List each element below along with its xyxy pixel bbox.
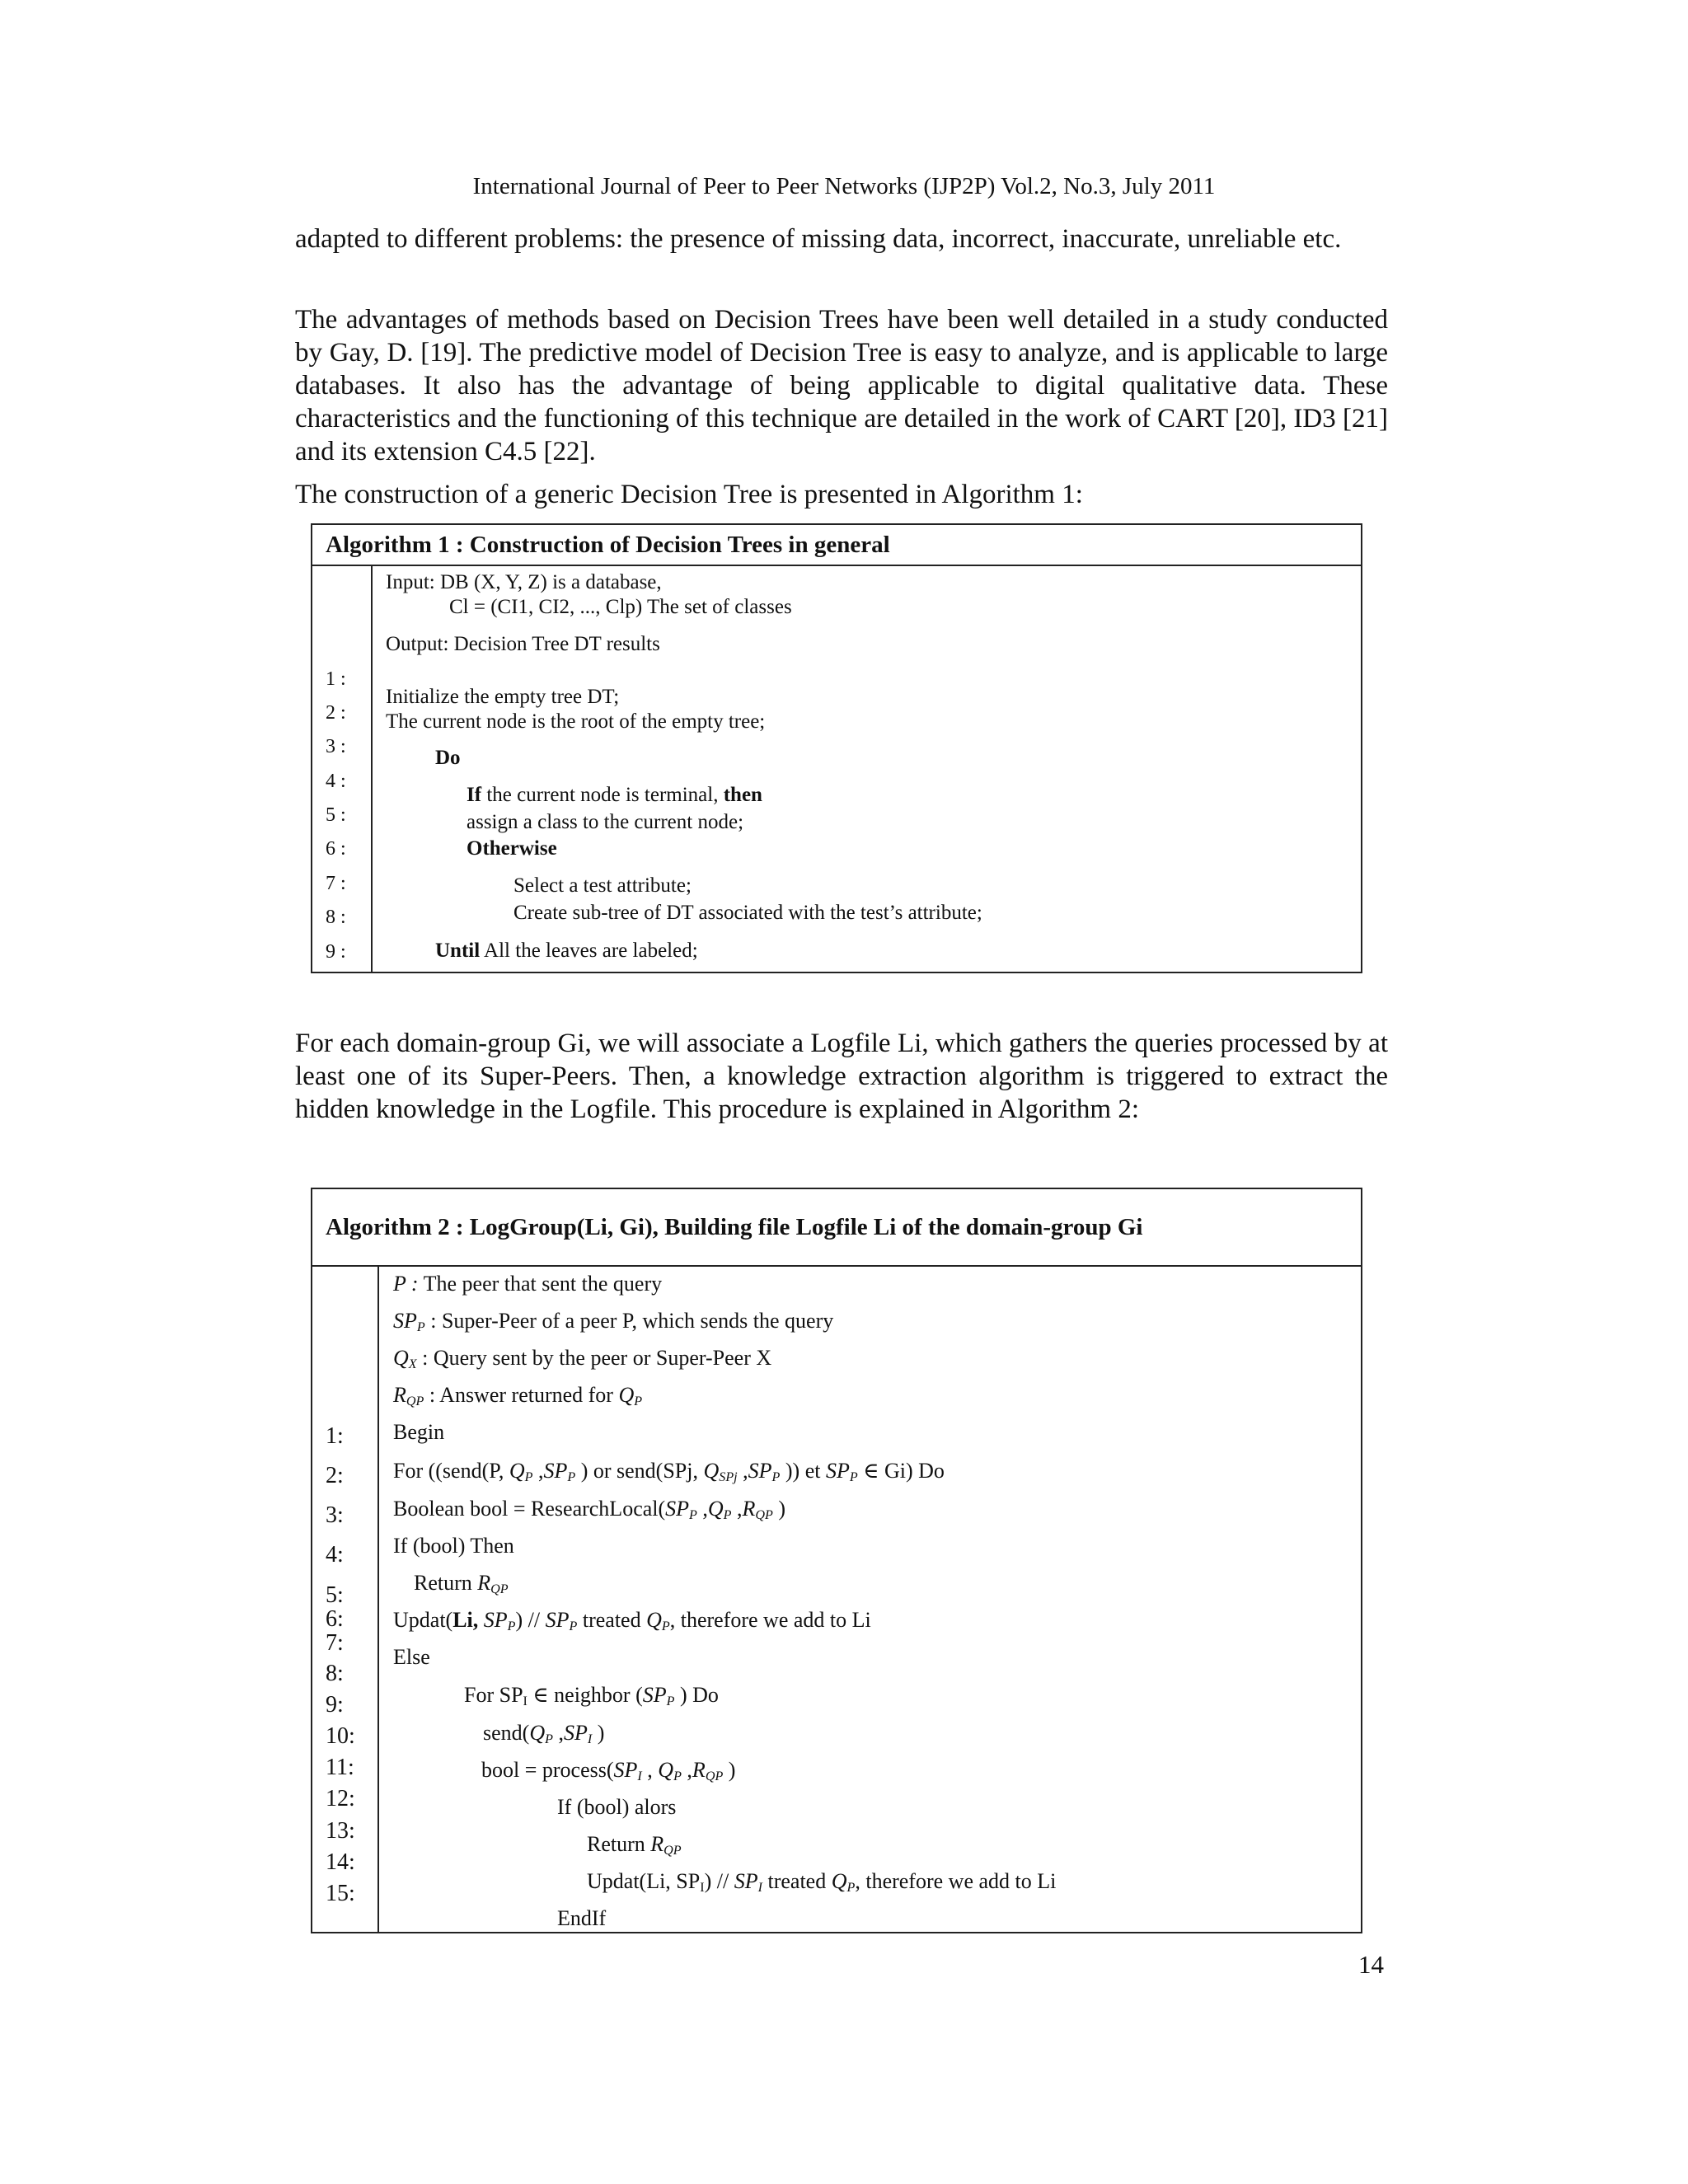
line-number: 6 : <box>326 838 346 860</box>
algorithm-2-box <box>311 1188 1362 1933</box>
line-number: 3: <box>326 1502 344 1528</box>
algorithm-1-body <box>312 566 1361 972</box>
line-number: 8 : <box>326 907 346 928</box>
line-number: 4 : <box>326 771 346 792</box>
algorithm-1-output: Output: Decision Tree DT results <box>386 633 660 655</box>
algorithm-1-create: Create sub-tree of DT associated with the test’s attribute; <box>513 902 982 924</box>
line-number: 14: <box>326 1849 355 1875</box>
step-else: Else <box>393 1645 430 1669</box>
line-number: 12: <box>326 1786 355 1811</box>
line-number: 7: <box>326 1630 344 1656</box>
algorithm-1-step-init: Initialize the empty tree DT; <box>386 686 620 708</box>
step-research-local: Boolean bool = $ResearchLocal(SP_P$ $,Q_P$ $,R_{QP}$ ) <box>393 1497 786 1523</box>
step-begin: Begin <box>393 1420 445 1444</box>
algorithm-1-step-root: The current node is the root of the empty tree; <box>386 710 766 733</box>
line-number: 6: <box>326 1606 344 1632</box>
line-number: 15: <box>326 1881 355 1906</box>
def-super-peer: $SP_P$ : Super-Peer of a peer P, which sends the query <box>393 1309 834 1335</box>
page-number: 14 <box>1358 1950 1384 1979</box>
step-send-neighbor: $send(Q_P$ $,SP_I$ ) <box>483 1721 605 1747</box>
line-number: 13: <box>326 1818 355 1844</box>
step-updat-neighbor: Updat(Li, $SP_I) // SP_I$ treated $Q_P$, therefore we add to Li <box>587 1869 1057 1896</box>
step-for-send: For ((send(P, $Q_P$ $,SP_P$ ) or send(SPj, $Q_{SPj}$ $,SP_P$ )) et $SP_P$ ∈ Gi) Do <box>393 1459 945 1485</box>
algorithm-1-assign: assign a class to the current node; <box>467 811 744 833</box>
algorithm-1-input: Input: DB (X, Y, Z) is a database, <box>386 571 662 593</box>
paragraph-3: The construction of a generic Decision Tree is presented in Algorithm 1: <box>295 480 1083 509</box>
algorithm-1-column-divider <box>371 566 373 972</box>
step-process: bool = $process(SP_I$ , $Q_P$ $,R_{QP}$ ) <box>481 1758 736 1784</box>
step-if-bool-then: If (bool) Then <box>393 1534 514 1558</box>
algorithm-1-do: Do <box>435 747 461 769</box>
line-number: 1: <box>326 1423 344 1449</box>
line-number: 4: <box>326 1542 344 1568</box>
line-number: 1 : <box>326 668 346 690</box>
line-number: 7 : <box>326 873 346 894</box>
line-number: 11: <box>326 1755 354 1780</box>
line-number: 9 : <box>326 941 346 963</box>
def-answer: $R_{QP}$ : Answer returned for $Q_P$ <box>393 1383 643 1409</box>
algorithm-1-title: Algorithm 1 : Construction of Decision Trees in general <box>312 525 1361 566</box>
paragraph-2: The advantages of methods based on Decision Trees have been well detailed in a study conducted by Gay, D. [19]. The predictive model of Decision Tree is easy to analyze, and is applicable to large databases. It also has the advantage of being applicable to digital qualitative data. These characteristics and the functioning of this technique are detailed in the work of CART [20], ID3 [21] and its extension C4.5 [22]. <box>295 305 1388 466</box>
algorithm-2-title: Algorithm 2 : LogGroup(Li, Gi), Building file Logfile Li of the domain-group Gi <box>312 1189 1361 1267</box>
line-number: 10: <box>326 1723 355 1749</box>
step-return-neighbor: Return $R_{QP}$ <box>587 1832 682 1858</box>
step-endif: EndIf <box>557 1906 607 1930</box>
line-number: 5: <box>326 1582 344 1608</box>
line-number: 9: <box>326 1692 344 1718</box>
step-updat-local: Updat(Li, $SP_P) // SP_P$ treated $Q_P$, therefore we add to Li <box>393 1608 871 1634</box>
paragraph-1: adapted to different problems: the presence of missing data, incorrect, inaccurate, unreliable etc. <box>295 224 1342 254</box>
algorithm-1-box <box>311 523 1362 973</box>
line-number: 3 : <box>326 736 346 757</box>
line-number: 5 : <box>326 804 346 826</box>
line-number: 8: <box>326 1661 344 1686</box>
def-query: $Q_X$ : Query sent by the peer or Super-Peer X <box>393 1346 772 1372</box>
def-peer: P : The peer that sent the query <box>393 1272 663 1296</box>
algorithm-1-until-line: Until All the leaves are labeled; <box>435 940 698 962</box>
algorithm-1-otherwise: Otherwise <box>467 837 557 860</box>
paragraph-4: For each domain-group Gi, we will associate a Logfile Li, which gathers the queries processed by at least one of its Super-Peers. Then, a knowledge extraction algorithm is triggered to extract the hidden knowledge in the Logfile. This procedure is explained in Algorithm 2: <box>295 1029 1388 1124</box>
step-if-bool-alors: If (bool) alors <box>557 1795 677 1819</box>
running-header: International Journal of Peer to Peer Networks (IJP2P) Vol.2, No.3, July 2011 <box>472 173 1216 199</box>
line-number: 2 : <box>326 702 346 724</box>
algorithm-1-classes: Cl = (CI1, CI2, ..., Clp) The set of classes <box>449 596 792 618</box>
algorithm-2-column-divider <box>377 1267 379 1932</box>
algorithm-2-body <box>312 1267 1361 1932</box>
algorithm-1-if-line: If the current node is terminal, then <box>467 784 762 806</box>
step-return-local: Return $R_{QP}$ <box>414 1571 509 1597</box>
line-number: 2: <box>326 1463 344 1488</box>
algorithm-1-select: Select a test attribute; <box>513 874 692 897</box>
step-for-neighbor: For $SP_I$ ∈ neighbor ($SP_P$ ) Do <box>464 1683 719 1709</box>
